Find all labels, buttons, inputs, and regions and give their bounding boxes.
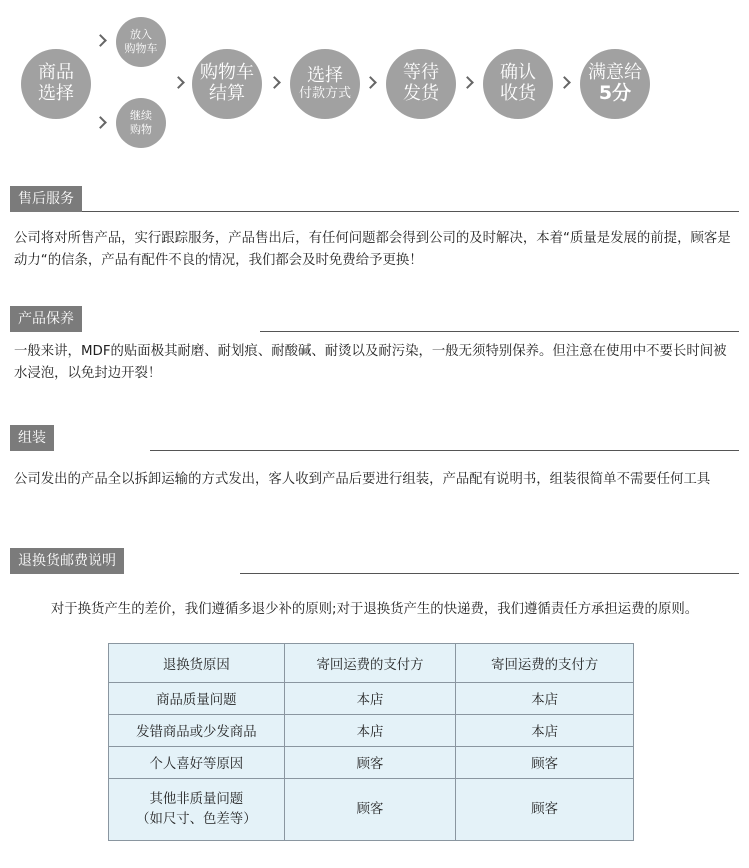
section-title: 售后服务 [10, 186, 82, 212]
step-cart-checkout: 购物车 结算 [192, 49, 262, 119]
section-title: 产品保养 [10, 306, 82, 332]
table-cell: 顾客 [284, 779, 456, 841]
table-header-cell: 寄回运费的支付方 [456, 644, 634, 683]
table-cell: 本店 [456, 715, 634, 747]
table-row [109, 747, 634, 779]
chevron-right-icon [94, 116, 107, 129]
cell-line: 其他非质量问题 [149, 791, 244, 807]
table-cell [109, 779, 285, 841]
divider [10, 211, 739, 212]
assembly-text: 公司发出的产品全以拆卸运输的方式发出，客人收到产品后要进行组装，产品配有说明书，组装很简单不需要任何工具 [14, 472, 711, 487]
table-header-row [109, 644, 634, 683]
section-header-maintenance [10, 306, 739, 332]
step-add-to-cart: 放入 购物车 [116, 17, 166, 67]
table-cell: 本店 [284, 715, 456, 747]
section-title: 组装 [10, 425, 54, 451]
table-row [109, 683, 634, 715]
section-header-after-sales [10, 186, 739, 212]
maintenance-text: 一般来讲，MDF的贴面极其耐磨、耐划痕、耐酸碱、耐烫以及耐污染，一般无须特别保养。但注意在使用中不要长时间被水浸泡，以免封边开裂！ [14, 344, 727, 381]
step-select-product: 商品 选择 [21, 49, 91, 119]
section-title: 退换货邮费说明 [10, 548, 124, 574]
table-cell: 商品质量问题 [109, 683, 285, 715]
table-cell: 本店 [456, 683, 634, 715]
returns-note: 对于换货产生的差价，我们遵循多退少补的原则;对于退换货产生的快递费，我们遵循责任方承担运费的原则。 [50, 602, 699, 617]
divider [260, 331, 739, 332]
table-row [109, 715, 634, 747]
step-confirm-receipt: 确认 收货 [483, 49, 553, 119]
shipping-fee-table [108, 643, 634, 841]
table-header-cell: 退换货原因 [109, 644, 285, 683]
section-header-assembly [10, 425, 739, 451]
table-cell: 顾客 [456, 747, 634, 779]
chevron-right-icon [94, 34, 107, 47]
divider [150, 450, 739, 451]
table-cell: 个人喜好等原因 [109, 747, 285, 779]
chevron-right-icon [364, 76, 377, 89]
table-row [109, 779, 634, 841]
chevron-right-icon [268, 76, 281, 89]
step-select-payment: 选择 付款方式 [290, 49, 360, 119]
cell-subline: （如尺寸、色差等） [136, 811, 257, 827]
table-cell: 顾客 [284, 747, 456, 779]
chevron-right-icon [172, 76, 185, 89]
chevron-right-icon [558, 76, 571, 89]
table-cell: 顾客 [456, 779, 634, 841]
step-await-shipping: 等待 发货 [386, 49, 456, 119]
divider [240, 573, 739, 574]
table-header-cell: 寄回运费的支付方 [284, 644, 456, 683]
chevron-right-icon [461, 76, 474, 89]
order-flow [0, 0, 749, 160]
section-header-returns [10, 548, 739, 574]
step-rate-five: 满意给 5分 [580, 49, 650, 119]
table-cell: 本店 [284, 683, 456, 715]
table-cell: 发错商品或少发商品 [109, 715, 285, 747]
step-continue-shopping: 继续 购物 [116, 98, 166, 148]
after-sales-text: 公司将对所售产品，实行跟踪服务，产品售出后，有任何问题都会得到公司的及时解决，本着“质量是发展的前提，顾客是动力“的信条，产品有配件不良的情况，我们都会及时免费给予更换！ [14, 231, 731, 268]
